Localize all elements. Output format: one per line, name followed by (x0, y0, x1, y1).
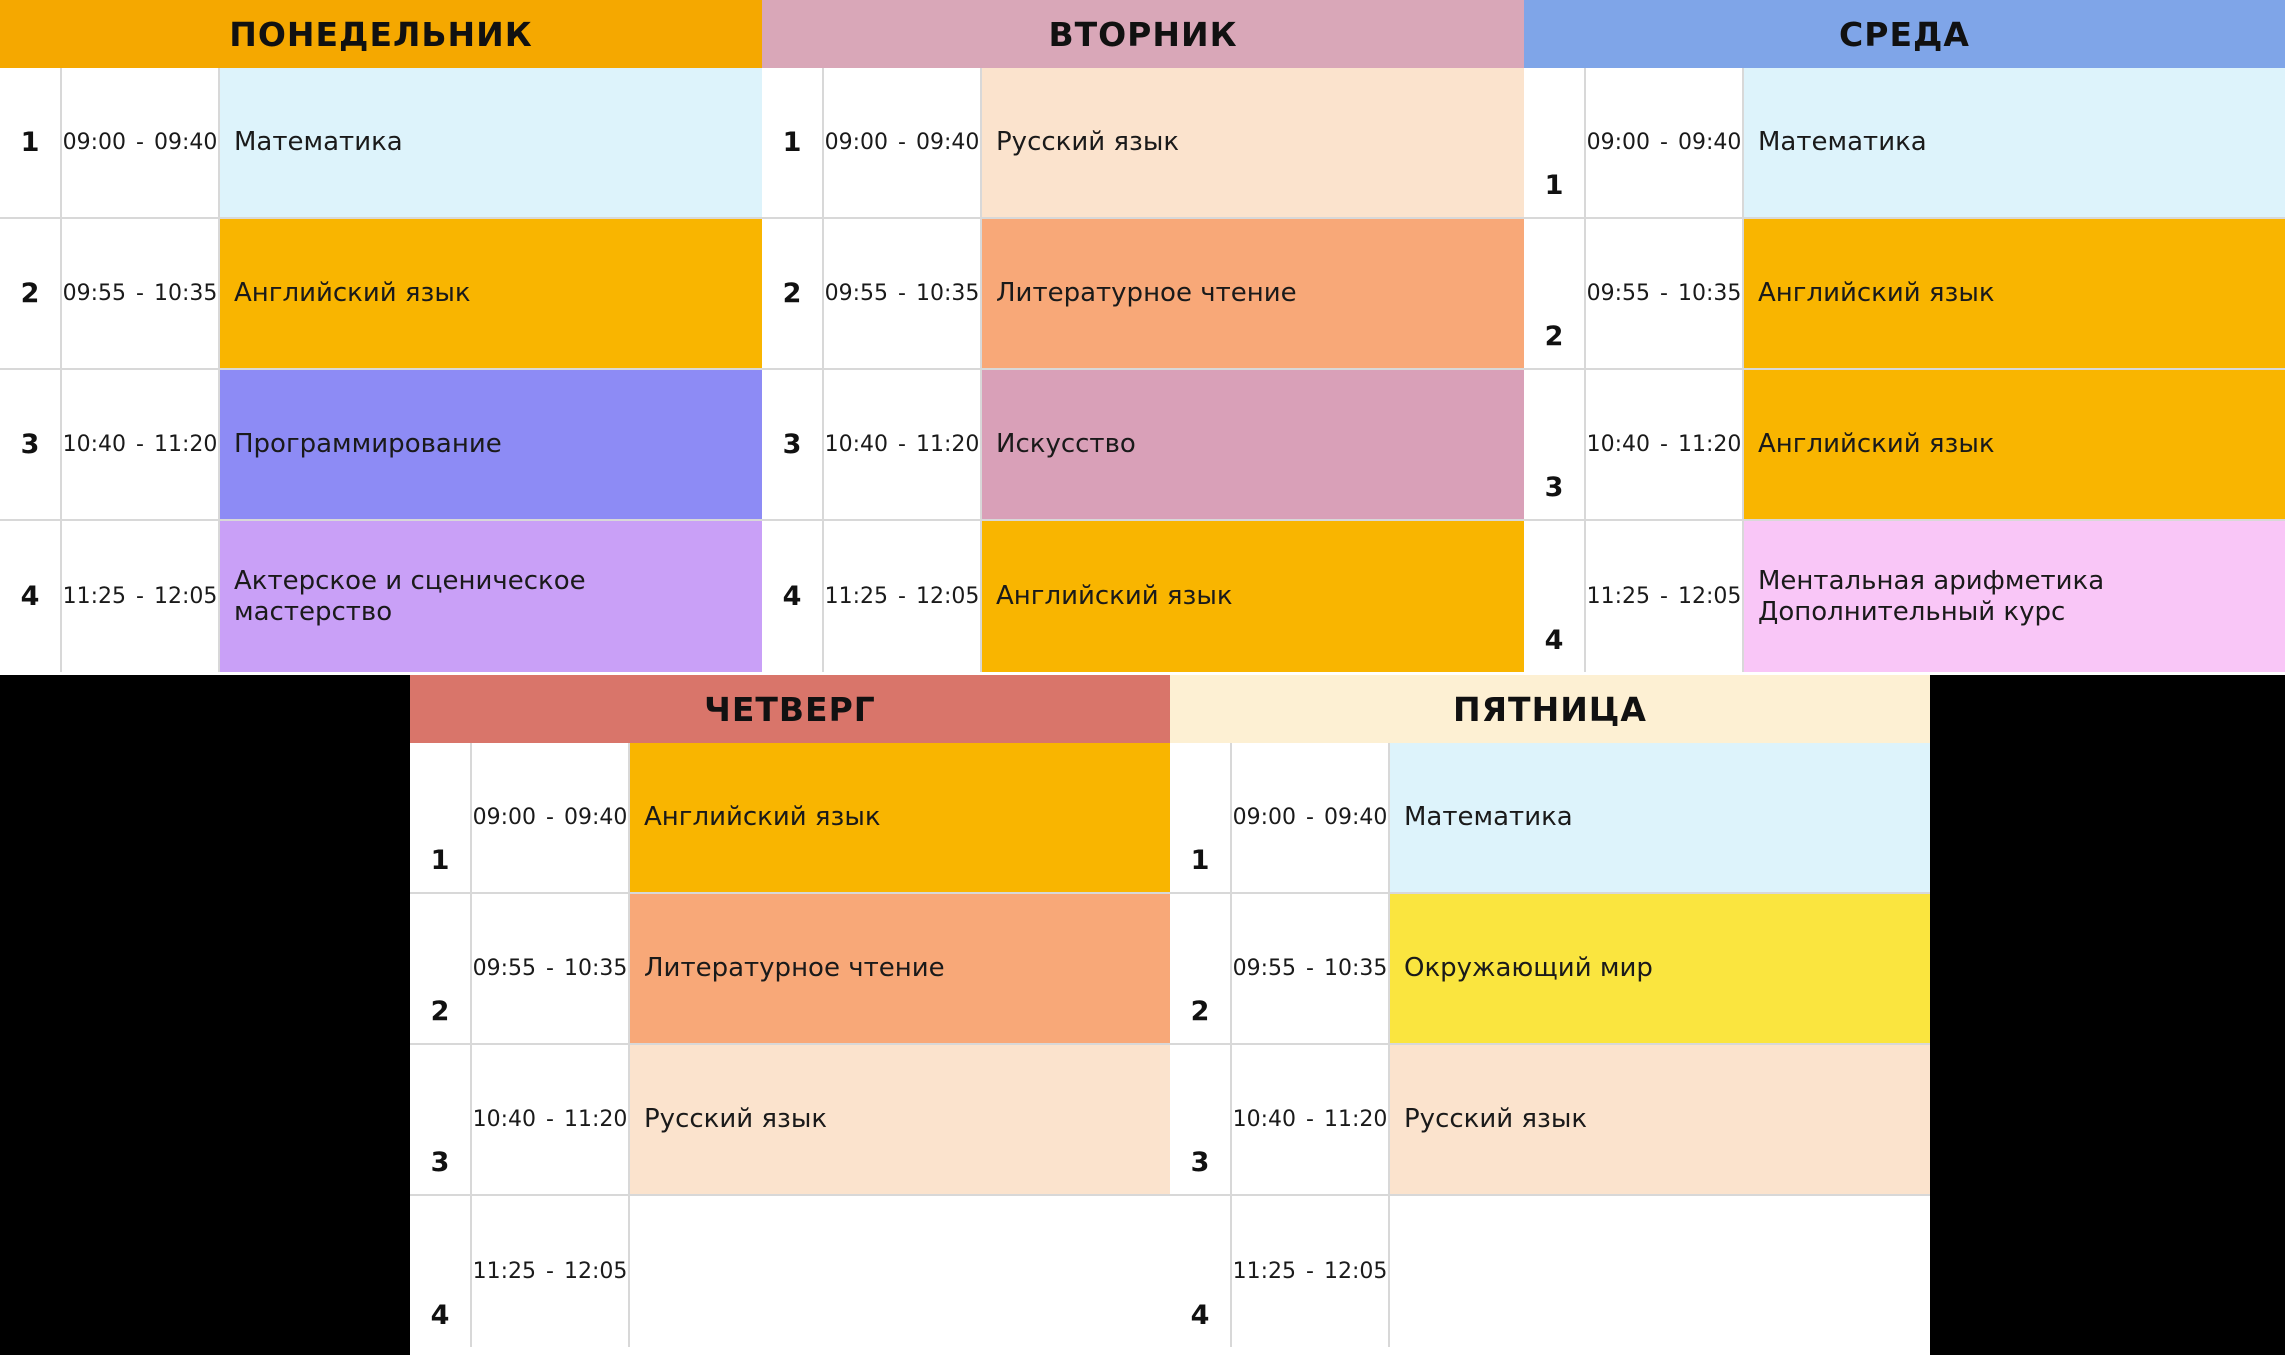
day-header-friday: ПЯТНИЦА (1170, 675, 1930, 743)
day-column-monday (0, 0, 762, 675)
lesson-subject[interactable] (982, 521, 1524, 672)
time-dash: - (898, 584, 906, 609)
day-rows-thursday (410, 743, 1170, 1347)
lesson-number: 4 (762, 521, 824, 672)
time-end: 12:05 (563, 1259, 628, 1284)
schedule-top-band (0, 0, 2285, 675)
time-end: 11:20 (1677, 432, 1742, 457)
lesson-number: 1 (762, 68, 824, 217)
lesson-row[interactable] (762, 219, 1524, 370)
time-dash: - (136, 584, 144, 609)
time-start: 09:00 (1232, 805, 1297, 830)
day-header-tuesday: ВТОРНИК (762, 0, 1524, 68)
time-end: 11:20 (1323, 1107, 1388, 1132)
lesson-subject-label: Ментальная арифметика (1758, 565, 2105, 596)
lesson-row[interactable] (410, 743, 1170, 894)
lesson-time (1586, 370, 1744, 519)
lesson-number: 3 (0, 370, 62, 519)
lesson-subject[interactable] (1744, 370, 2285, 519)
time-dash: - (136, 130, 144, 155)
lesson-number: 4 (1524, 521, 1586, 672)
day-header-monday: ПОНЕДЕЛЬНИК (0, 0, 762, 68)
time-end: 11:20 (153, 432, 218, 457)
time-end: 11:20 (563, 1107, 628, 1132)
time-end: 10:35 (1677, 281, 1742, 306)
lesson-time (472, 743, 630, 892)
lesson-time (1586, 521, 1744, 672)
lesson-row[interactable] (1524, 219, 2285, 370)
lesson-subject-label: Искусство (996, 429, 1136, 460)
day-column-wednesday (1524, 0, 2285, 675)
time-start: 11:25 (1586, 584, 1651, 609)
lesson-number: 1 (0, 68, 62, 217)
lesson-row[interactable] (410, 1196, 1170, 1347)
time-dash: - (1306, 1259, 1314, 1284)
lesson-row[interactable] (410, 894, 1170, 1045)
lesson-subject-extra: Дополнительный курс (1758, 596, 2066, 627)
lesson-time (1232, 1045, 1390, 1194)
lesson-subject-label: Математика (234, 127, 403, 158)
lesson-subject[interactable] (982, 370, 1524, 519)
time-end: 11:20 (915, 432, 980, 457)
lesson-number: 2 (0, 219, 62, 368)
time-end: 09:40 (915, 130, 980, 155)
time-start: 09:55 (62, 281, 127, 306)
lesson-subject[interactable] (1390, 743, 1930, 892)
time-dash: - (1660, 584, 1668, 609)
lesson-number: 3 (1170, 1045, 1232, 1194)
lesson-subject[interactable] (982, 68, 1524, 217)
lesson-subject[interactable] (982, 219, 1524, 368)
schedule-bottom-band (410, 675, 1930, 1355)
lesson-subject-label: Окружающий мир (1404, 953, 1653, 984)
time-end: 10:35 (1323, 956, 1388, 981)
lesson-row[interactable] (410, 1045, 1170, 1196)
lesson-row[interactable] (1170, 894, 1930, 1045)
lesson-time (62, 521, 220, 672)
lesson-time (824, 521, 982, 672)
lesson-row[interactable] (762, 68, 1524, 219)
lesson-row[interactable] (0, 521, 762, 672)
day-column-tuesday (762, 0, 1524, 675)
lesson-subject-label: Программирование (234, 429, 502, 460)
lesson-time (824, 68, 982, 217)
time-start: 09:55 (472, 956, 537, 981)
time-dash: - (1306, 956, 1314, 981)
time-dash: - (898, 432, 906, 457)
lesson-subject-label: Русский язык (1404, 1104, 1588, 1135)
lesson-subject[interactable] (220, 521, 762, 672)
lesson-number: 2 (762, 219, 824, 368)
time-dash: - (546, 805, 554, 830)
time-end: 09:40 (1677, 130, 1742, 155)
time-dash: - (546, 1259, 554, 1284)
time-dash: - (1660, 281, 1668, 306)
lesson-number: 4 (0, 521, 62, 672)
lesson-time (1586, 68, 1744, 217)
lesson-number: 3 (762, 370, 824, 519)
time-end: 09:40 (153, 130, 218, 155)
lesson-number: 3 (1524, 370, 1586, 519)
lesson-subject-label: Английский язык (644, 802, 881, 833)
time-end: 09:40 (1323, 805, 1388, 830)
day-header-thursday: ЧЕТВЕРГ (410, 675, 1170, 743)
lesson-subject[interactable] (630, 1045, 1170, 1194)
lesson-row[interactable] (0, 219, 762, 370)
lesson-subject[interactable] (220, 68, 762, 217)
lesson-subject-label: Английский язык (1758, 429, 1995, 460)
lesson-subject-label: Русский язык (644, 1104, 828, 1135)
day-header-wednesday: СРЕДА (1524, 0, 2285, 68)
lesson-number: 3 (410, 1045, 472, 1194)
lesson-subject-label: Математика (1758, 127, 1927, 158)
lesson-time (472, 894, 630, 1043)
lesson-subject[interactable] (1390, 894, 1930, 1043)
time-dash: - (898, 130, 906, 155)
lesson-subject-label: Актерское и сценическое мастерство (234, 565, 586, 627)
time-start: 09:55 (824, 281, 889, 306)
lesson-number: 1 (410, 743, 472, 892)
lesson-time (472, 1196, 630, 1347)
time-start: 11:25 (472, 1259, 537, 1284)
lesson-row[interactable] (0, 370, 762, 521)
day-rows-wednesday (1524, 68, 2285, 672)
lesson-row[interactable] (1524, 370, 2285, 521)
lesson-subject[interactable] (1744, 68, 2285, 217)
time-end: 10:35 (915, 281, 980, 306)
lesson-subject[interactable] (1390, 1045, 1930, 1194)
lesson-time (472, 1045, 630, 1194)
time-dash: - (1660, 432, 1668, 457)
lesson-subject[interactable] (220, 219, 762, 368)
time-start: 10:40 (824, 432, 889, 457)
lesson-row[interactable] (1170, 1045, 1930, 1196)
lesson-time (824, 219, 982, 368)
time-start: 11:25 (62, 584, 127, 609)
lesson-subject-label: Английский язык (1758, 278, 1995, 309)
time-end: 10:35 (153, 281, 218, 306)
lesson-time (62, 370, 220, 519)
lesson-subject-label: Английский язык (234, 278, 471, 309)
lesson-time (1586, 219, 1744, 368)
lesson-number: 4 (1170, 1196, 1232, 1347)
time-end: 12:05 (1677, 584, 1742, 609)
time-dash: - (1306, 1107, 1314, 1132)
lesson-row[interactable] (0, 68, 762, 219)
time-start: 11:25 (1232, 1259, 1297, 1284)
lesson-time (62, 219, 220, 368)
time-dash: - (546, 1107, 554, 1132)
lesson-subject[interactable] (1744, 219, 2285, 368)
time-start: 10:40 (1232, 1107, 1297, 1132)
lesson-subject-label: Английский язык (996, 581, 1233, 612)
lesson-time (62, 68, 220, 217)
lesson-subject[interactable] (1744, 521, 2285, 672)
time-dash: - (1660, 130, 1668, 155)
lesson-row[interactable] (1170, 1196, 1930, 1347)
time-dash: - (1306, 805, 1314, 830)
day-rows-monday (0, 68, 762, 672)
day-column-friday (1170, 675, 1930, 1355)
time-end: 10:35 (563, 956, 628, 981)
time-start: 09:00 (1586, 130, 1651, 155)
time-start: 09:00 (472, 805, 537, 830)
time-start: 11:25 (824, 584, 889, 609)
time-start: 09:55 (1232, 956, 1297, 981)
time-start: 10:40 (472, 1107, 537, 1132)
lesson-subject[interactable] (630, 894, 1170, 1043)
lesson-number: 1 (1524, 68, 1586, 217)
time-dash: - (136, 432, 144, 457)
lesson-subject[interactable] (1390, 1196, 1930, 1347)
time-end: 12:05 (1323, 1259, 1388, 1284)
lesson-number: 4 (410, 1196, 472, 1347)
lesson-row[interactable] (1524, 68, 2285, 219)
lesson-time (1232, 743, 1390, 892)
time-start: 10:40 (62, 432, 127, 457)
lesson-subject[interactable] (630, 1196, 1170, 1347)
lesson-time (1232, 1196, 1390, 1347)
lesson-row[interactable] (1524, 521, 2285, 672)
time-start: 10:40 (1586, 432, 1651, 457)
lesson-subject-label: Литературное чтение (644, 953, 945, 984)
day-column-thursday (410, 675, 1170, 1355)
time-dash: - (546, 956, 554, 981)
lesson-number: 1 (1170, 743, 1232, 892)
time-end: 12:05 (915, 584, 980, 609)
day-rows-tuesday (762, 68, 1524, 672)
lesson-row[interactable] (762, 370, 1524, 521)
time-start: 09:00 (824, 130, 889, 155)
time-start: 09:55 (1586, 281, 1651, 306)
time-start: 09:00 (62, 130, 127, 155)
time-dash: - (898, 281, 906, 306)
lesson-number: 2 (1170, 894, 1232, 1043)
lesson-subject-label: Русский язык (996, 127, 1180, 158)
lesson-number: 2 (410, 894, 472, 1043)
lesson-subject-label: Математика (1404, 802, 1573, 833)
lesson-row[interactable] (762, 521, 1524, 672)
lesson-time (824, 370, 982, 519)
lesson-row[interactable] (1170, 743, 1930, 894)
day-rows-friday (1170, 743, 1930, 1347)
lesson-subject[interactable] (220, 370, 762, 519)
time-dash: - (136, 281, 144, 306)
time-end: 12:05 (153, 584, 218, 609)
lesson-number: 2 (1524, 219, 1586, 368)
lesson-subject[interactable] (630, 743, 1170, 892)
time-end: 09:40 (563, 805, 628, 830)
lesson-subject-label: Литературное чтение (996, 278, 1297, 309)
lesson-time (1232, 894, 1390, 1043)
